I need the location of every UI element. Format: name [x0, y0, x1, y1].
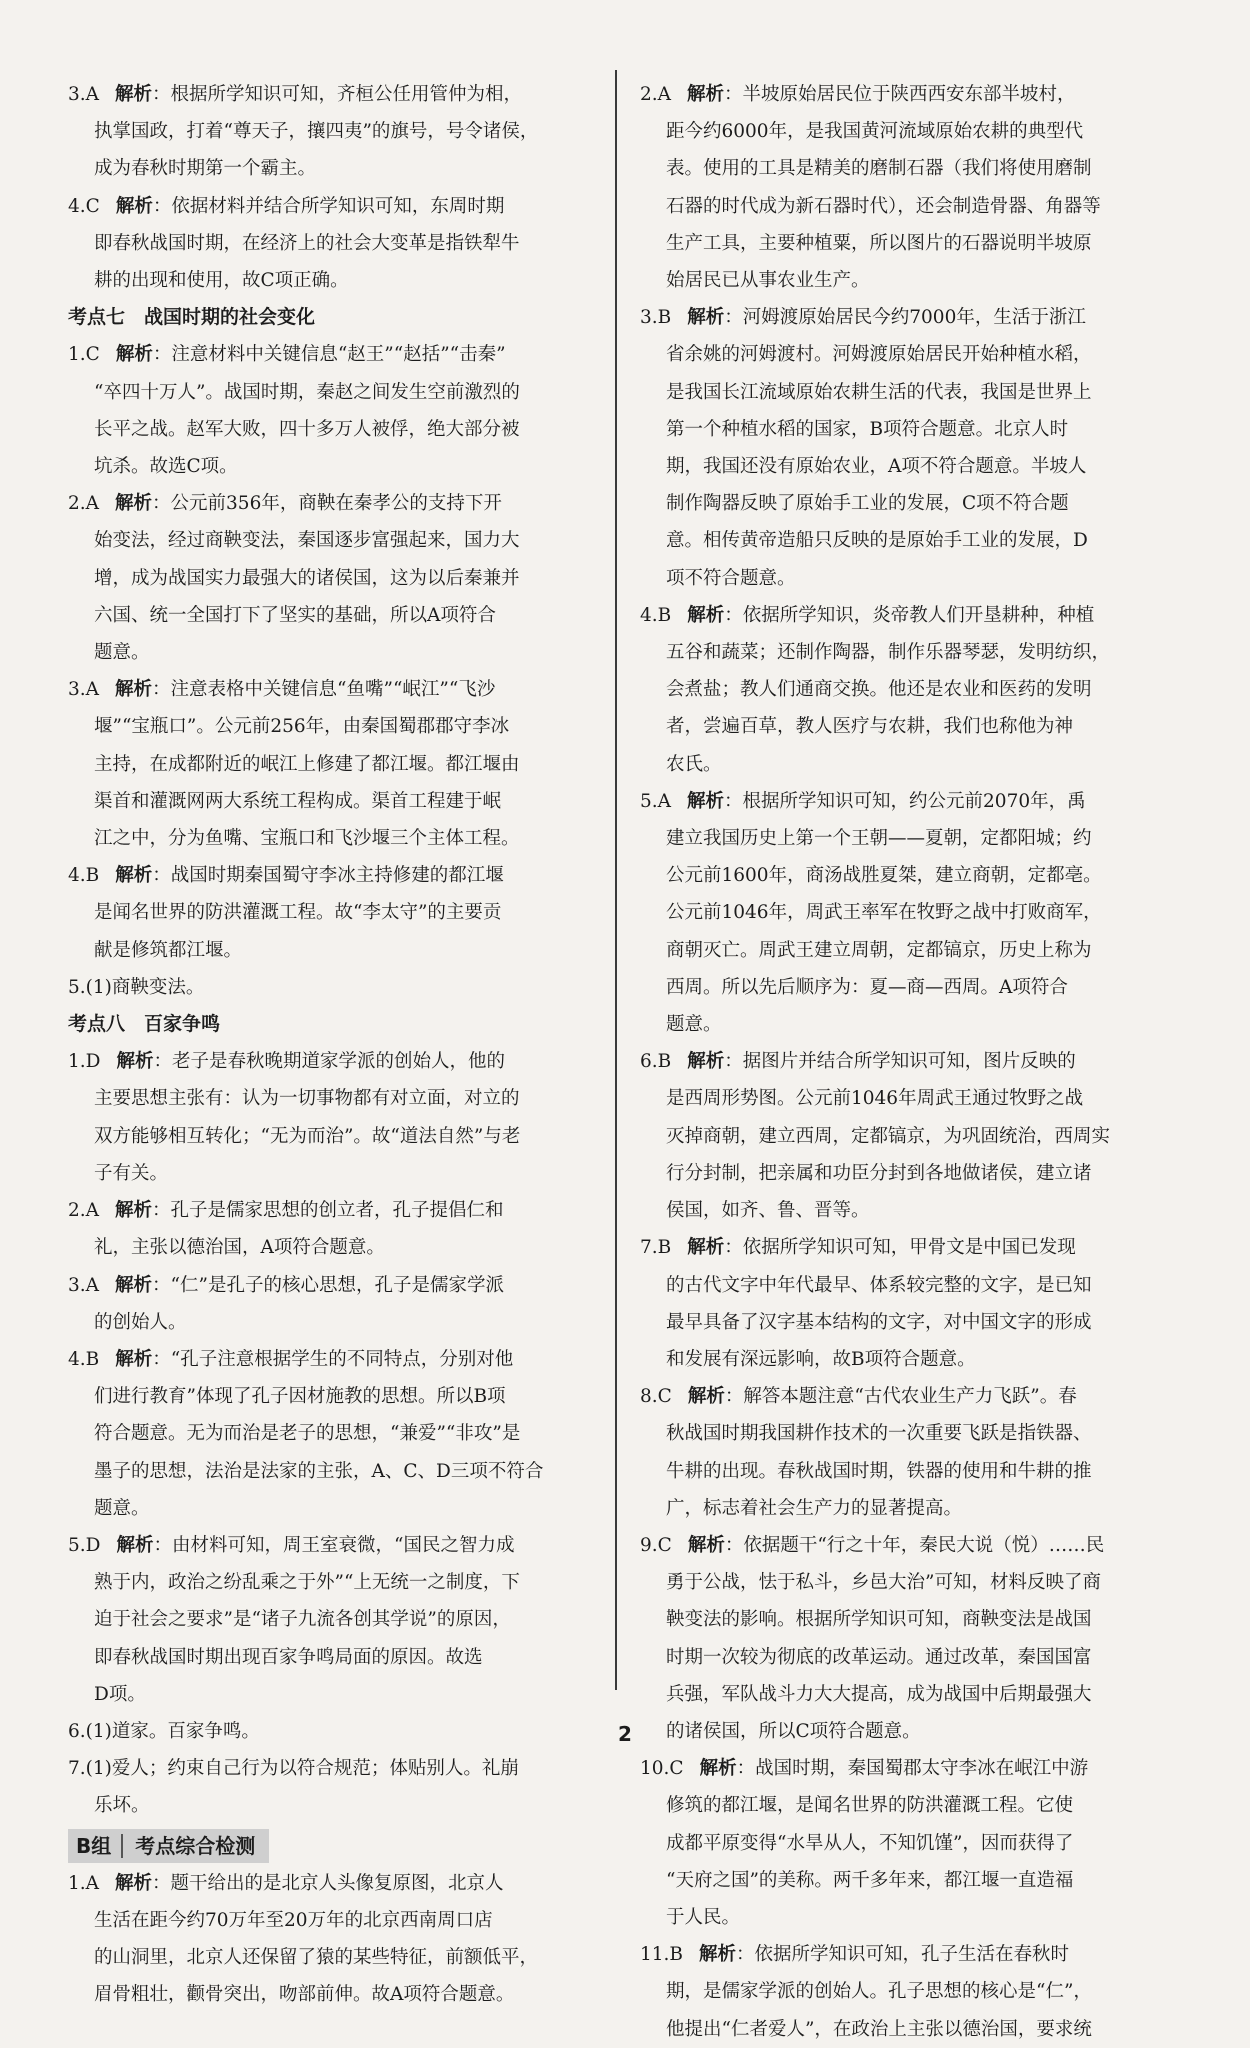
answer-number: 5.A	[640, 790, 672, 812]
answer-line: 项不符合题意。	[666, 567, 796, 589]
answer-line: 意。相传黄帝造船只反映的是原始手工业的发展，D	[666, 530, 1088, 552]
answer-number: 7.B	[640, 1237, 672, 1259]
answer-line: 建立我国历史上第一个王朝——夏朝，定都阳城；约	[666, 828, 1092, 850]
answer-number: 4.C	[68, 195, 100, 217]
answer-line: 眉骨粗壮，颧骨突出，吻部前伸。故A项符合题意。	[94, 1984, 515, 2006]
answer-line: 六国、统一全国打下了坚实的基础，所以A项符合	[94, 604, 496, 626]
analysis-label: 解析	[687, 1051, 725, 1073]
analysis-label: 解析	[687, 1534, 725, 1556]
answer-line: 公元前1046年，周武王率军在牧野之战中打败商军，	[666, 902, 1102, 924]
answer-line: 题意。	[94, 1497, 150, 1519]
answer-line: ：依据所学知识，炎帝教人们开垦耕种，种植	[724, 604, 1095, 626]
answer-line: 是我国长江流域原始农耕生活的代表，我国是世界上	[666, 381, 1092, 403]
answer-line: ：依据所学知识可知，甲骨文是中国已发现	[724, 1237, 1076, 1259]
answer-item	[68, 1192, 578, 1266]
answer-item	[68, 76, 578, 188]
answer-number: 4.B	[640, 604, 672, 626]
answer-line: 表。使用的工具是精美的磨制石器（我们将使用磨制	[666, 158, 1092, 180]
answer-line: 7.(1)爱人；约束自己行为以符合规范；体贴别人。礼崩	[68, 1758, 519, 1780]
answer-number: 2.A	[68, 493, 100, 515]
answer-line: 公元前1600年，商汤战胜夏桀，建立商朝，定都亳。	[666, 865, 1102, 887]
answer-line: 献是修筑都江堰。	[94, 939, 243, 961]
answer-line: 主持，在成都附近的岷江上修建了都江堰。都江堰由	[94, 753, 520, 775]
answer-line: 增，成为战国实力最强大的诸侯国，这为以后秦兼并	[94, 567, 520, 589]
answer-line: 的山洞里，北京人还保留了猿的某些特征，前额低平，	[94, 1946, 539, 1968]
answer-item	[640, 1043, 1150, 1229]
analysis-label: 解析	[687, 790, 725, 812]
answer-line: 期，是儒家学派的创始人。孔子思想的核心是“仁”，	[666, 1981, 1092, 2003]
answer-item	[640, 1378, 1150, 1527]
answer-line: 灭掉商朝，建立西周，定都镐京，为巩固统治，西周实	[666, 1125, 1111, 1147]
answer-item	[640, 299, 1150, 597]
answer-text	[68, 969, 578, 1006]
answer-item	[68, 1865, 578, 2014]
group-label: B组	[76, 1834, 123, 1858]
answer-line: ：依据材料并结合所学知识可知，东周时期	[152, 195, 505, 217]
answer-line: 最早具备了汉字基本结构的文字，对中国文字的形成	[666, 1311, 1092, 1333]
answer-item	[68, 857, 578, 969]
analysis-label: 解析	[687, 604, 725, 626]
answer-line: 6.(1)道家。百家争鸣。	[68, 1720, 260, 1742]
answer-line: ：题干给出的是北京人头像复原图，北京人	[152, 1872, 504, 1894]
answer-line: 礼，主张以德治国，A项符合题意。	[94, 1237, 385, 1259]
answer-item	[640, 1936, 1150, 2048]
answer-item	[68, 336, 578, 485]
answer-item	[68, 1267, 578, 1341]
answer-line: 是闻名世界的防洪灌溉工程。故“李太守”的主要贡	[94, 902, 502, 924]
answer-line: 勇于公战，怯于私斗，乡邑大治”可知，材料反映了商	[666, 1572, 1101, 1594]
analysis-label: 解析	[115, 1274, 153, 1296]
analysis-label: 解析	[116, 1534, 154, 1556]
answer-line: ：依据题干“行之十年，秦民大说（悦）……民	[724, 1534, 1105, 1556]
answer-line: 秋战国时期我国耕作技术的一次重要飞跃是指铁器、	[666, 1423, 1092, 1445]
answer-line: 牛耕的出现。春秋战国时期，铁器的使用和牛耕的推	[666, 1460, 1092, 1482]
answer-number: 4.B	[68, 1348, 100, 1370]
answer-line: 会煮盐；教人们通商交换。他还是农业和医药的发明	[666, 679, 1092, 701]
answer-line: ：“孔子注意根据学生的不同特点，分别对他	[152, 1348, 514, 1370]
answer-line: ：由材料可知，周王室衰微，“国民之智力成	[153, 1534, 515, 1556]
answer-line: 始变法，经过商鞅变法，秦国逐步富强起来，国力大	[94, 530, 520, 552]
answer-number: 5.D	[68, 1534, 101, 1556]
answer-line: ：孔子是儒家思想的创立者，孔子提倡仁和	[152, 1200, 504, 1222]
answer-item	[640, 597, 1150, 783]
answer-number: 1.A	[68, 1872, 100, 1894]
answer-line: 符合题意。无为而治是老子的思想，“兼爱”“非攻”是	[94, 1423, 521, 1445]
answer-line: 石器的时代成为新石器时代），还会制造骨器、角器等	[666, 195, 1101, 217]
answer-line: 坑杀。故选C项。	[94, 456, 238, 478]
analysis-label: 解析	[115, 679, 153, 701]
answer-line: D项。	[94, 1683, 146, 1705]
answer-line: 始居民已从事农业生产。	[666, 270, 870, 292]
answer-line: 和发展有深远影响，故B项符合题意。	[666, 1348, 976, 1370]
answer-number: 3.A	[68, 1274, 100, 1296]
answer-item	[68, 1341, 578, 1527]
answer-line: ：解答本题注意“古代农业生产力飞跃”。春	[724, 1386, 1077, 1408]
analysis-label: 解析	[687, 1386, 725, 1408]
answer-line: ：战国时期，秦国蜀郡太守李冰在岷江中游	[736, 1758, 1089, 1780]
answer-line: 于人民。	[666, 1906, 741, 1928]
group-title: 考点综合检测	[135, 1833, 256, 1858]
answer-line: 行分封制，把亲属和功臣分封到各地做诸侯，建立诸	[666, 1162, 1092, 1184]
answer-item	[640, 1750, 1150, 1936]
answer-line: 农氏。	[666, 753, 722, 775]
group-heading	[68, 1829, 269, 1863]
answer-line: 距今约6000年，是我国黄河流域原始农耕的典型代	[666, 121, 1084, 143]
answer-line: “卒四十万人”。战国时期，秦赵之间发生空前激烈的	[94, 381, 520, 403]
section-heading: 考点八 百家争鸣	[68, 1013, 221, 1036]
answer-line: 省余姚的河姆渡村。河姆渡原始居民开始种植水稻，	[666, 344, 1092, 366]
answer-line: ：公元前356年，商鞅在秦孝公的支持下开	[152, 493, 502, 515]
answer-line: 成都平原变得“水旱从人，不知饥馑”，因而获得了	[666, 1832, 1074, 1854]
answer-line: ：半坡原始居民位于陕西西安东部半坡村，	[724, 84, 1076, 105]
answer-line: 即春秋战国时期出现百家争鸣局面的原因。故选	[94, 1646, 483, 1668]
answer-line: 江之中，分为鱼嘴、宝瓶口和飞沙堰三个主体工程。	[94, 828, 520, 850]
analysis-label: 解析	[115, 195, 153, 217]
section-heading: 考点七 战国时期的社会变化	[68, 306, 316, 329]
answer-line: 生活在距今约70万年至20万年的北京西南周口店	[94, 1909, 493, 1931]
analysis-label: 解析	[115, 493, 153, 515]
answer-line: 者，尝遍百草，教人医疗与农耕，我们也称他为神	[666, 716, 1074, 738]
answer-line: ：“仁”是孔子的核心思想，孔子是儒家学派	[152, 1274, 504, 1296]
answer-line: 即春秋战国时期，在经济上的社会大变革是指铁犁牛	[94, 232, 520, 254]
answer-line: ：根据所学知识可知，约公元前2070年，禹	[724, 790, 1086, 812]
answer-line: 侯国，如齐、鲁、晋等。	[666, 1200, 870, 1222]
answer-line: 墨子的思想，法治是法家的主张，A、C、D三项不符合	[94, 1460, 544, 1482]
answer-number: 2.A	[640, 84, 672, 105]
answer-number: 6.B	[640, 1051, 672, 1073]
answer-line: ：根据所学知识可知，齐桓公任用管仲为相，	[152, 84, 523, 105]
answer-line: 时期一次较为彻底的改革运动。通过改革，秦国国富	[666, 1646, 1092, 1668]
answer-text	[68, 1750, 578, 1824]
answer-number: 2.A	[68, 1200, 100, 1222]
answer-number: 1.D	[68, 1051, 101, 1073]
answer-line: 们进行教育”体现了孔子因材施教的思想。所以B项	[94, 1386, 506, 1408]
answer-line: ：注意表格中关键信息“鱼嘴”“岷江”“飞沙	[152, 679, 496, 701]
answer-line: 堰”“宝瓶口”。公元前256年，由秦国蜀郡郡守李冰	[94, 716, 510, 738]
answer-line: 是西周形势图。公元前1046年周武王通过牧野之战	[666, 1088, 1084, 1110]
answer-line: 商朝灭亡。周武王建立周朝，定都镐京，历史上称为	[666, 939, 1092, 961]
analysis-label: 解析	[687, 307, 725, 329]
answer-line: 主要思想主张有：认为一切事物都有对立面，对立的	[94, 1088, 520, 1110]
answer-number: 3.A	[68, 84, 100, 105]
answer-line: 广，标志着社会生产力的显著提高。	[666, 1497, 963, 1519]
right-column	[640, 76, 1150, 2048]
answer-item	[68, 1527, 578, 1713]
answer-line: ：据图片并结合所学知识可知，图片反映的	[724, 1051, 1076, 1073]
analysis-label: 解析	[699, 1944, 737, 1966]
analysis-label: 解析	[699, 1758, 737, 1780]
analysis-label: 解析	[116, 1051, 154, 1073]
answer-line: 的创始人。	[94, 1311, 187, 1333]
answer-line: 耕的出现和使用，故C项正确。	[94, 270, 349, 292]
answer-line: 乐坏。	[94, 1795, 150, 1817]
answer-line: 子有关。	[94, 1162, 169, 1184]
answer-number: 4.B	[68, 865, 100, 887]
answer-line: 他提出“仁者爱人”，在政治上主张以德治国，要求统	[666, 2018, 1092, 2040]
answer-line: 制作陶器反映了原始手工业的发展，C项不符合题	[666, 493, 1069, 515]
answer-line: 题意。	[666, 1014, 722, 1036]
answer-item	[640, 1527, 1150, 1750]
answer-item	[640, 783, 1150, 1043]
answer-line: 的古代文字中年代最早、体系较完整的文字，是已知	[666, 1274, 1092, 1296]
answer-item	[640, 1229, 1150, 1378]
answer-line: 成为春秋时期第一个霸主。	[94, 158, 317, 180]
answer-line: 期，我国还没有原始农业，A项不符合题意。半坡人	[666, 456, 1087, 478]
answer-item	[68, 671, 578, 857]
answer-number: 11.B	[640, 1944, 684, 1966]
answer-line: ：老子是春秋晚期道家学派的创始人，他的	[153, 1051, 506, 1073]
answer-number: 8.C	[640, 1386, 672, 1408]
answer-number: 3.A	[68, 679, 100, 701]
answer-line: 5.(1)商鞅变法。	[68, 976, 205, 998]
analysis-label: 解析	[687, 84, 725, 105]
answer-line: ：河姆渡原始居民今约7000年，生活于浙江	[724, 307, 1086, 329]
answer-line: 西周。所以先后顺序为：夏—商—西周。A项符合	[666, 976, 1068, 998]
analysis-label: 解析	[115, 344, 153, 366]
answer-line: 修筑的都江堰，是闻名世界的防洪灌溉工程。它使	[666, 1795, 1074, 1817]
answer-line: “天府之国”的美称。两千多年来，都江堰一直造福	[666, 1869, 1074, 1891]
answer-line: 生产工具，主要种植粟，所以图片的石器说明半坡原	[666, 232, 1092, 254]
answer-item	[68, 188, 578, 300]
answer-number: 1.C	[68, 344, 100, 366]
analysis-label: 解析	[115, 865, 153, 887]
answer-line: ：战国时期秦国蜀守李冰主持修建的都江堰	[152, 865, 504, 887]
answer-item	[640, 76, 1150, 299]
analysis-label: 解析	[115, 1872, 153, 1894]
answer-line: 执掌国政，打着“尊天子，攘四夷”的旗号，号令诸侯，	[94, 121, 539, 143]
answer-line: 五谷和蔬菜；还制作陶器，制作乐器琴瑟，发明纺织，	[666, 642, 1111, 664]
answer-line: 题意。	[94, 642, 150, 664]
answer-line: 第一个种植水稻的国家，B项符合题意。北京人时	[666, 418, 1069, 440]
answer-line: 长平之战。赵军大败，四十多万人被俘，绝大部分被	[94, 418, 520, 440]
answer-line: ：注意材料中关键信息“赵王”“赵括”“击秦”	[152, 344, 506, 366]
answer-number: 9.C	[640, 1534, 672, 1556]
answer-number: 10.C	[640, 1758, 684, 1780]
answer-line: 渠首和灌溉网两大系统工程构成。渠首工程建于岷	[94, 790, 502, 812]
answer-item	[68, 485, 578, 671]
analysis-label: 解析	[687, 1237, 725, 1259]
analysis-label: 解析	[115, 1200, 153, 1222]
page-number: 2	[618, 1722, 632, 1746]
column-divider	[615, 70, 617, 1690]
analysis-label: 解析	[115, 1348, 153, 1370]
answer-line: 双方能够相互转化；“无为而治”。故“道法自然”与老	[94, 1125, 521, 1147]
answer-line: 迫于社会之要求”是“诸子九流各创其学说”的原因，	[94, 1609, 511, 1631]
answer-line: 的诸侯国，所以C项符合题意。	[666, 1720, 921, 1742]
answer-line: ：依据所学知识可知，孔子生活在春秋时	[736, 1944, 1070, 1966]
answer-line: 熟于内，政治之纷乱乘之于外”“上无统一之制度，下	[94, 1572, 520, 1594]
answer-line: 兵强，军队战斗力大大提高，成为战国中后期最强大	[666, 1683, 1092, 1705]
answer-line: 鞅变法的影响。根据所学知识可知，商鞅变法是战国	[666, 1609, 1092, 1631]
answer-number: 3.B	[640, 307, 672, 329]
analysis-label: 解析	[115, 84, 153, 105]
answer-item	[68, 1043, 578, 1192]
